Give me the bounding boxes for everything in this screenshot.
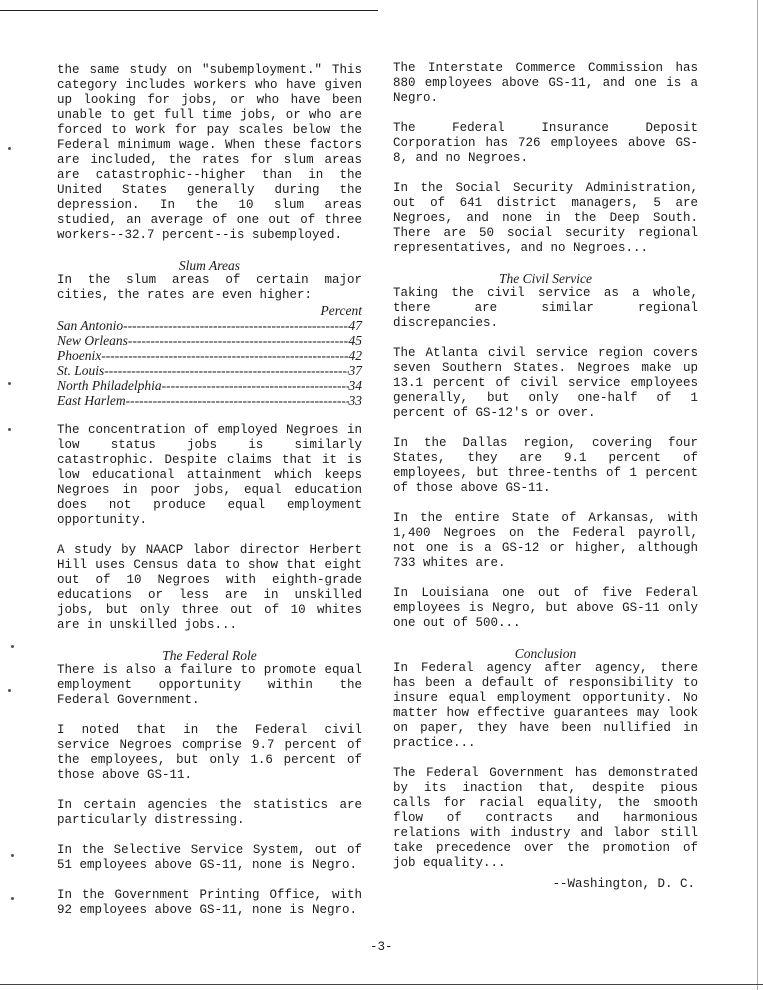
atlanta-paragraph: The Atlanta civil service region covers seven Southern States. Negroes make up 13.1 percent of civil service employees generally, but only one-half of 1 percent of GS-12's or over. <box>393 346 698 420</box>
louisiana-paragraph: In Louisiana one out of five Federal employees is Negro, but above GS-11 only one out of 500... <box>393 586 698 630</box>
slum-areas-heading: Slum Areas <box>178 258 241 273</box>
leader-dashes <box>101 348 348 363</box>
rate-city: San Antonio <box>57 318 124 333</box>
leader-dashes <box>162 378 349 393</box>
scan-speck <box>8 382 11 385</box>
slum-rates-table <box>57 318 362 408</box>
percent-header: Percent <box>320 303 362 318</box>
rate-value: 47 <box>348 318 362 333</box>
rate-city: North Philadelphia <box>57 378 162 393</box>
rate-value: 37 <box>348 363 362 378</box>
rate-row <box>57 363 362 378</box>
civil-whole-paragraph: Taking the civil service as a whole, there are similar regional discrepancies. <box>393 286 698 330</box>
leader-dashes <box>128 333 349 348</box>
rate-value: 42 <box>348 348 362 363</box>
rate-row <box>57 393 362 408</box>
page-number: -3- <box>370 940 393 954</box>
civil-service-note-paragraph: I noted that in the Federal civil service Negroes comprise 9.7 percent of the employees, but only 1.6 percent of those above GS-11. <box>57 723 362 782</box>
scan-speck <box>11 645 14 648</box>
icc-paragraph: The Interstate Commerce Commission has 880 employees above GS-11, and one is a Negro. <box>393 61 698 105</box>
printing-office-paragraph: In the Government Printing Office, with 92 employees above GS-11, none is Negro. <box>57 888 362 917</box>
concentration-paragraph: The concentration of employed Negroes in low status jobs is similarly catastrophic. Despite claims that it is low educational attainment which keeps Negroes in poor jobs, equal education does not produce equal employment opportunity. <box>57 423 362 527</box>
fdic-paragraph: The Federal Insurance Deposit Corporation has 726 employees above GS-8, and no Negroes. <box>393 121 698 165</box>
federal-role-heading: The Federal Role <box>162 648 257 663</box>
rate-row <box>57 333 362 348</box>
rate-row <box>57 348 362 363</box>
rate-row <box>57 378 362 393</box>
left-column <box>57 63 362 933</box>
naacp-study-paragraph: A study by NAACP labor director Herbert Hill uses Census data to show that eight out of 10 Negroes with eighth-grade educations or less are in unskilled jobs, but only three out of 10 whites are in unskilled jobs... <box>57 543 362 632</box>
scan-speck <box>8 147 11 150</box>
right-column <box>393 61 698 892</box>
civil-service-heading: The Civil Service <box>499 271 592 286</box>
page-edge-line <box>757 0 758 990</box>
bottom-rule <box>0 984 763 985</box>
rate-city: St. Louis <box>57 363 105 378</box>
arkansas-paragraph: In the entire State of Arkansas, with 1,400 Negroes on the Federal payroll, not one is a GS-12 or higher, although 733 whites are. <box>393 511 698 570</box>
agencies-paragraph: In certain agencies the statistics are particularly distressing. <box>57 798 362 827</box>
conclusion-paragraph-1: In Federal agency after agency, there has been a default of responsibility to insure equal employment opportunity. No matter how effective guarantees may look on paper, they have been nullified in practice... <box>393 661 698 750</box>
rate-value: 33 <box>348 393 362 408</box>
rate-city: Phoenix <box>57 348 102 363</box>
leader-dashes <box>123 318 348 333</box>
rate-value: 45 <box>348 333 362 348</box>
dallas-paragraph: In the Dallas region, covering four States, they are 9.1 percent of employees, but three-tenths of 1 percent of those above GS-11. <box>393 436 698 495</box>
scan-speck <box>11 854 14 857</box>
scan-speck <box>11 897 14 900</box>
rate-city: New Orleans <box>57 333 128 348</box>
conclusion-paragraph-2: The Federal Government has demonstrated by its inaction that, despite pious calls for racial equality, the smooth flow of contracts and harmonious relations with industry and labor still take precedence over the promotion of job equality... <box>393 766 698 870</box>
intro-paragraph: the same study on "subemployment." This category includes workers who have given up looking for jobs, or who have been unable to get full time jobs, or who are forced to work for pay scales below the Federal minimum wage. When these factors are included, the rates for slum areas are catastrophic--higher than in the United States generally during the depression. In the 10 slum areas studied, an average of one out of three workers--32.7 percent--is subemployed. <box>57 63 362 242</box>
scan-speck <box>8 428 11 431</box>
rate-city: East Harlem <box>57 393 126 408</box>
leader-dashes <box>126 393 349 408</box>
selective-service-paragraph: In the Selective Service System, out of 51 employees above GS-11, none is Negro. <box>57 843 362 872</box>
rate-value: 34 <box>348 378 362 393</box>
conclusion-heading: Conclusion <box>514 646 577 661</box>
ssa-paragraph: In the Social Security Administration, out of 641 district managers, 5 are Negroes, and none in the Deep South. There are 50 social security regional representatives, and no Negroes... <box>393 181 698 255</box>
scan-speck <box>8 689 11 692</box>
top-rule <box>0 10 378 11</box>
leader-dashes <box>104 363 348 378</box>
dateline: --Washington, D. C. <box>552 877 695 891</box>
rate-row <box>57 318 362 333</box>
slum-intro-paragraph: In the slum areas of certain major cities, the rates are even higher: <box>57 273 362 302</box>
federal-failure-paragraph: There is also a failure to promote equal employment opportunity within the Federal Government. <box>57 663 362 707</box>
